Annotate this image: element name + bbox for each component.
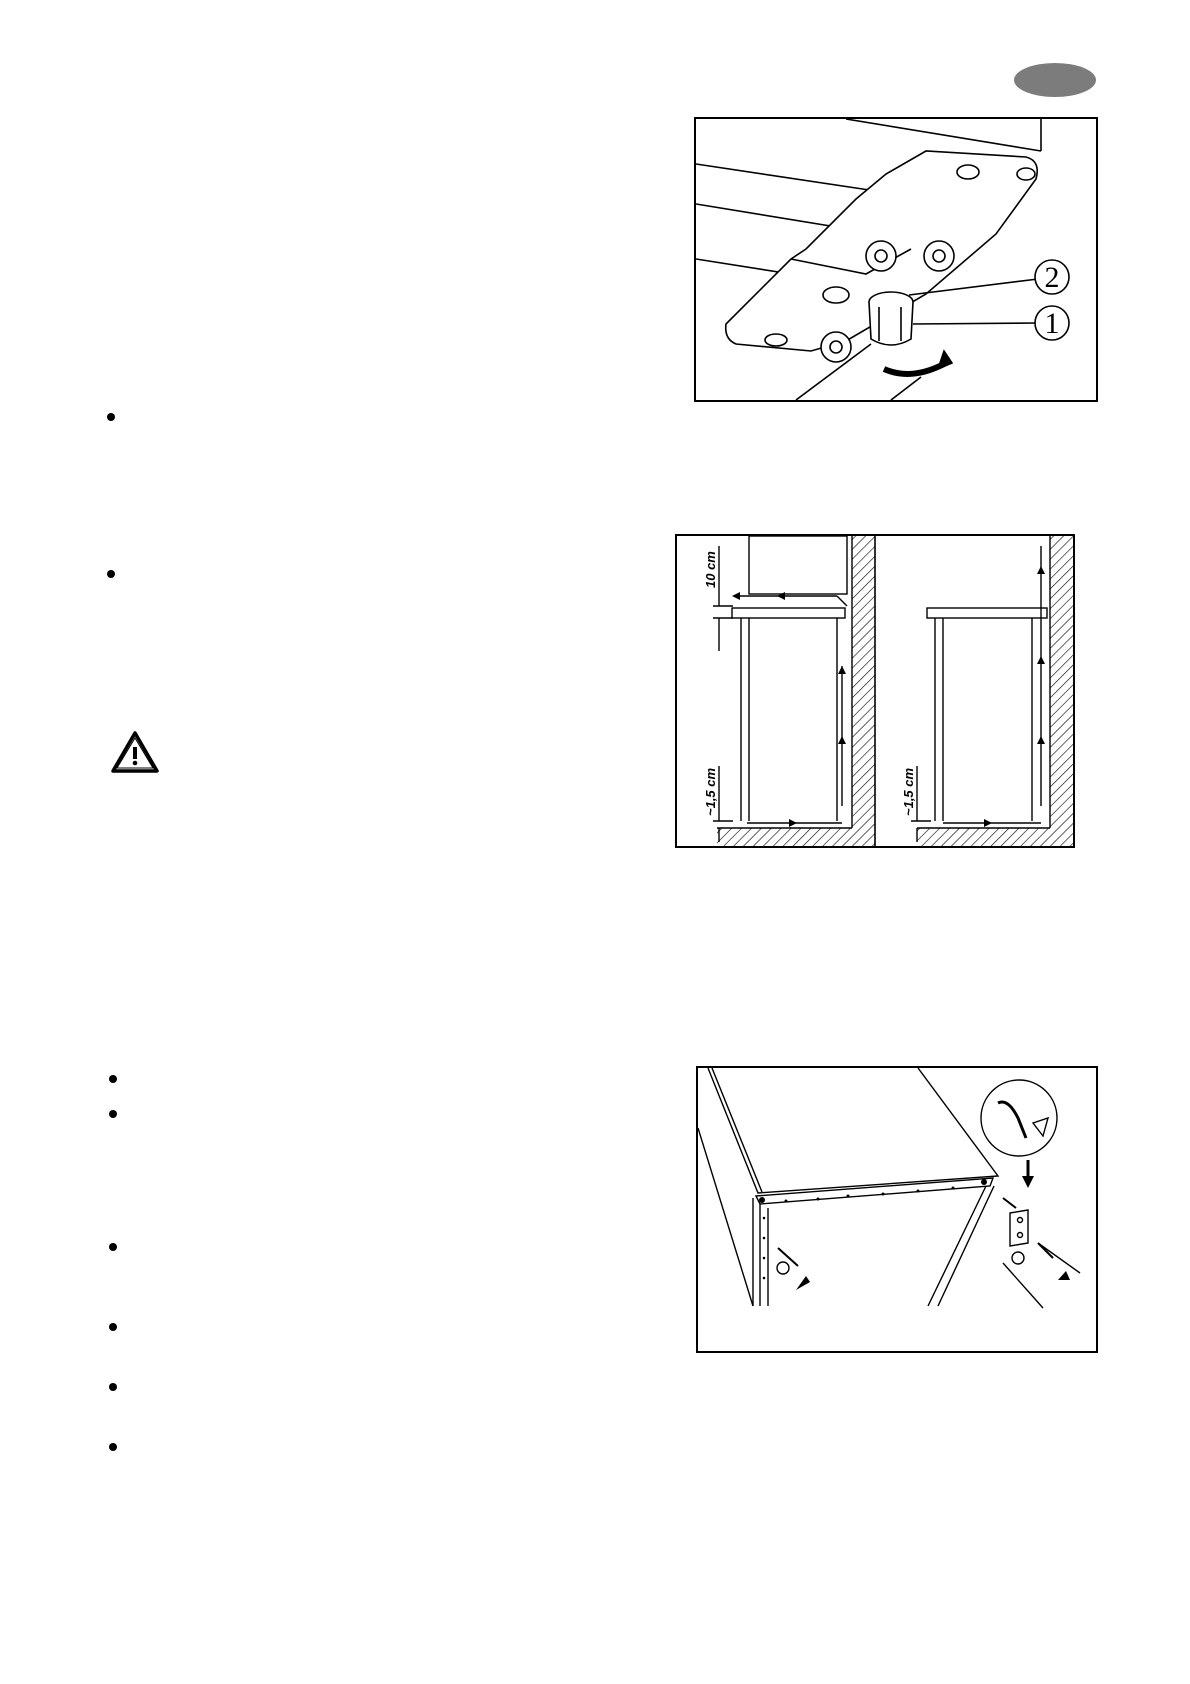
ventilation-drawing (677, 536, 1073, 846)
left-bottom-clearance-label: ~1,5 cm (703, 767, 718, 816)
bullet-marker (109, 1323, 117, 1331)
callout-2-label: 2 (1044, 261, 1060, 294)
mounting-drawing (698, 1068, 1096, 1351)
bullet-marker (107, 413, 115, 421)
page-language-tab (1014, 63, 1096, 97)
adjustable-foot-drawing (696, 119, 1096, 400)
bullet-marker (109, 1075, 117, 1083)
bullet-marker (109, 1383, 117, 1391)
left-top-clearance-label: 10 cm (703, 551, 718, 588)
figure-adjustable-foot (694, 117, 1098, 402)
bullet-marker (107, 570, 115, 578)
callout-1-label: 1 (1044, 307, 1060, 340)
bullet-marker (109, 1110, 117, 1118)
bullet-marker (109, 1443, 117, 1451)
bullet-marker (109, 1243, 117, 1251)
figure-mounting (696, 1066, 1098, 1353)
warning-triangle-icon (110, 730, 160, 775)
right-bottom-clearance-label: ~1,5 cm (901, 767, 916, 816)
figure-ventilation (675, 534, 1075, 848)
